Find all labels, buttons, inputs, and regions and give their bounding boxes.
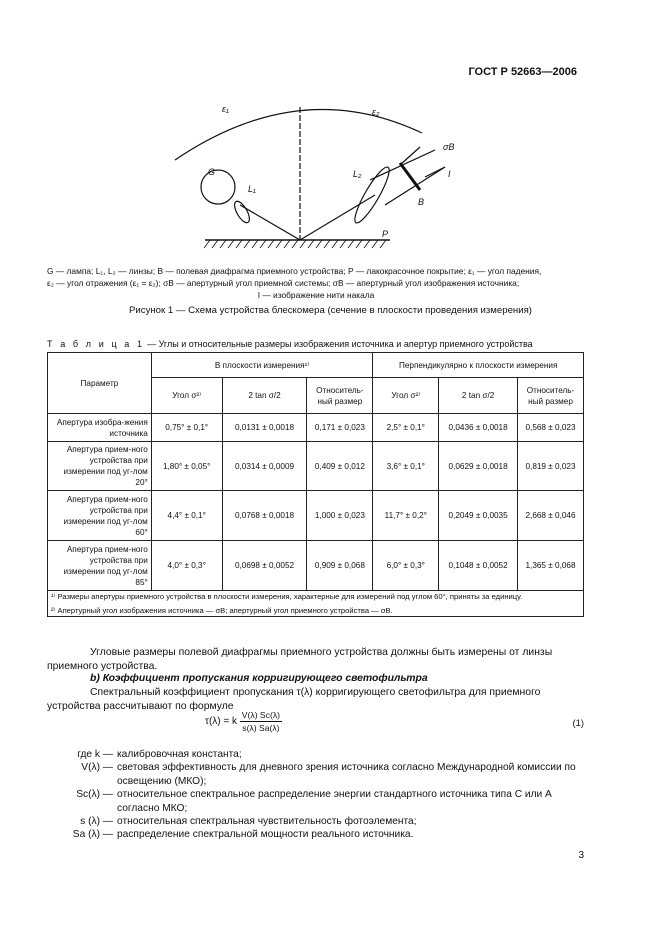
cell: 0,0698 ± 0,0052 xyxy=(222,541,307,591)
angles-table xyxy=(47,352,584,617)
figure-legend-line-2: ε₂ — угол отражения (ε₁ = ε₂); σB — апертурный угол приемной системы; σB — апертурный угол изображения источника; xyxy=(47,278,520,288)
definition-term: где k — xyxy=(77,749,113,760)
diaphragm-B xyxy=(400,163,420,190)
cell: 2,668 ± 0,046 xyxy=(518,491,584,541)
definition-item xyxy=(47,815,584,828)
reflected-ray xyxy=(300,195,375,240)
definition-item xyxy=(47,788,584,815)
definition-term: Sa (λ) — xyxy=(72,829,113,841)
definition-item xyxy=(47,761,584,788)
table-title-prefix: Т а б л и ц а 1 xyxy=(47,339,145,349)
measurement-arc xyxy=(175,109,422,160)
definition-text: распределение спектральной мощности реального источника. xyxy=(117,829,414,841)
equation-number: (1) xyxy=(572,717,584,728)
cell: 0,0629 ± 0,0018 xyxy=(439,442,518,491)
cell: 0,409 ± 0,012 xyxy=(307,442,373,491)
definition-text: относительная спектральная чувствительность фотоэлемента; xyxy=(117,816,417,828)
lamp-G xyxy=(201,170,235,204)
row-param: Апертура прием-ного устройства при измерении под уг-лом 85° xyxy=(48,541,152,591)
cell: 0,171 ± 0,023 xyxy=(307,414,373,442)
subheader: Угол σ²⁾ xyxy=(151,378,222,414)
cell: 0,568 ± 0,023 xyxy=(518,414,584,442)
label-P: P xyxy=(382,229,389,239)
cell: 0,1048 ± 0,0052 xyxy=(439,541,518,591)
cell: 1,000 ± 0,023 xyxy=(307,491,373,541)
cell: 0,75° ± 0,1° xyxy=(151,414,222,442)
cell: 2,5° ± 0,1° xyxy=(373,414,439,442)
label-I: I xyxy=(448,169,451,179)
cell: 1,365 ± 0,068 xyxy=(518,541,584,591)
cell: 0,0131 ± 0,0018 xyxy=(222,414,307,442)
cell: 0,0314 ± 0,0009 xyxy=(222,442,307,491)
footnote-1: ¹⁾ Размеры апертуры приемного устройства в плоскости измерения, характерные для измерений под углом 60°, приняты за единицу. xyxy=(51,592,523,601)
table-row xyxy=(48,491,584,541)
cell: 0,0436 ± 0,0018 xyxy=(439,414,518,442)
figure-legend-line-3: I — изображение нити накала xyxy=(257,290,375,300)
cell: 11,7° ± 0,2° xyxy=(373,491,439,541)
header-perpendicular: Перпендикулярно к плоскости измерения xyxy=(373,353,584,378)
label-eps2: ε₂ xyxy=(372,107,380,117)
figure-legend-line-1: G — лампа; L₁, L₂ — линзы; B — полевая диафрагма приемного устройства; P — лакокрасочное покрытие; ε₁ — угол падения, xyxy=(47,266,542,276)
label-G: G xyxy=(208,167,216,177)
label-L2: L₂ xyxy=(353,169,362,179)
definition-text: световая эффективность для дневного зрения источника согласно Международной комиссии по освещению (МКО); xyxy=(117,762,576,787)
table-row xyxy=(48,414,584,442)
table-title xyxy=(47,339,533,349)
cell: 4,0° ± 0,3° xyxy=(151,541,222,591)
formula-denominator: s(λ) Sa(λ) xyxy=(242,723,280,733)
figure-caption: Рисунок 1 — Схема устройства блескомера (сечение в плоскости проведения измерения) xyxy=(129,305,532,316)
label-L1: L₁ xyxy=(248,184,256,194)
subheader: Относитель-ный размер xyxy=(307,378,373,414)
footnote-2: ²⁾ Апертурный угол изображения источника — σB; апертурный угол приемного устройства — σB. xyxy=(51,606,393,615)
row-param: Апертура изобра-жения источника xyxy=(48,414,152,442)
definition-text: относительное спектральное распределение энергии стандартного источника типа С или А согласно МКО; xyxy=(117,789,552,814)
definition-item xyxy=(47,828,584,841)
definition-text: калибровочная константа; xyxy=(117,749,242,760)
paragraph-field-diaphragm: Угловые размеры полевой диафрагмы приемного устройства должны быть измерены от линзы приемного устройства. xyxy=(47,647,553,672)
cell: 4,4° ± 0,1° xyxy=(151,491,222,541)
lens-L1 xyxy=(232,199,253,225)
subheader: 2 tan σ/2 xyxy=(222,378,307,414)
label-B: B xyxy=(418,197,425,207)
cell: 0,819 ± 0,023 xyxy=(518,442,584,491)
page-number: 3 xyxy=(578,850,584,861)
table-title-rest: — Углы и относительные размеры изображения источника и апертур приемного устройства xyxy=(144,339,533,349)
row-param: Апертура прием-ного устройства при измерении под уг-лом 20° xyxy=(48,442,152,491)
subheader: 2 tan σ/2 xyxy=(439,378,518,414)
cell: 0,2049 ± 0,0035 xyxy=(439,491,518,541)
header-parameter: Параметр xyxy=(48,353,152,414)
table-footnotes xyxy=(48,591,584,617)
row-param: Апертура прием-ного устройства при измерении под уг-лом 60° xyxy=(48,491,152,541)
definition-item xyxy=(47,748,584,761)
formula-numerator: V(λ) Sc(λ) xyxy=(241,710,280,720)
cell: 6,0° ± 0,3° xyxy=(373,541,439,591)
label-sigmaB: σB xyxy=(443,142,455,152)
subheader: Относитель-ный размер xyxy=(518,378,584,414)
table-row xyxy=(48,541,584,591)
cell: 0,0768 ± 0,0018 xyxy=(222,491,307,541)
definition-term: Sc(λ) — xyxy=(76,789,113,801)
definition-term: V(λ) — xyxy=(81,762,113,774)
cell: 1,80° ± 0,05° xyxy=(151,442,222,491)
definition-term: s (λ) — xyxy=(80,816,113,828)
definition-list xyxy=(47,748,584,842)
cell: 0,909 ± 0,068 xyxy=(307,541,373,591)
glossmeter-diagram xyxy=(160,95,480,255)
formula-lhs: τ(λ) = k xyxy=(205,716,238,727)
header-in-plane: В плоскости измерения¹⁾ xyxy=(151,353,373,378)
table-row xyxy=(48,442,584,491)
label-eps1: ε₁ xyxy=(222,104,229,114)
paragraph-transmittance: Спектральный коэффициент пропускания τ(λ) корригирующего светофильтра для приемного устройства рассчитывают по формуле xyxy=(47,687,541,712)
section-b-heading: b) Коэффициент пропускания корригирующего светофильтра xyxy=(90,673,428,684)
document-code: ГОСТ Р 52663—2006 xyxy=(468,66,577,78)
subheader: Угол σ²⁾ xyxy=(373,378,439,414)
formula-1 xyxy=(205,710,282,733)
cell: 3,6° ± 0,1° xyxy=(373,442,439,491)
incident-ray xyxy=(240,205,300,240)
